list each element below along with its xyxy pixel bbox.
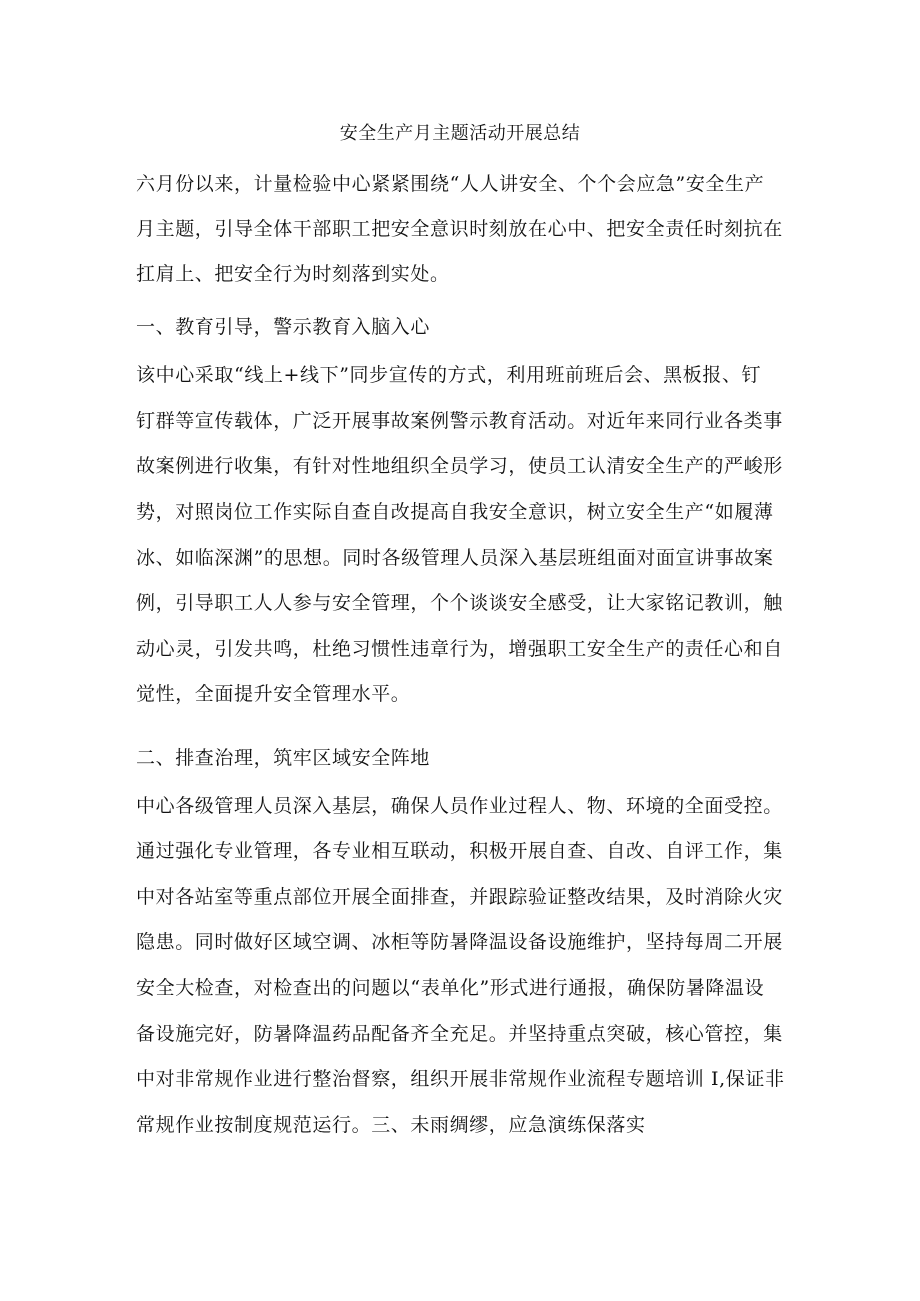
section-heading-2: 二、排查治理，筑牢区域安全阵地	[136, 747, 431, 769]
body-line-6: 钉群等宣传载体，广泛开展事故案例警示教育活动。对近年来同行业各类事	[136, 410, 783, 432]
body-line-2: 月主题，引导全体干部职工把安全意识时刻放在心中、把安全责任时刻抗在	[136, 218, 783, 240]
body-line-14: 中心各级管理人员深入基层，确保人员作业过程人、物、环境的全面受控。	[136, 795, 783, 817]
body-line-21: 常规作业按制度规范运行。三、未雨绸缪，应急演练保落实	[136, 1114, 646, 1136]
body-line-10: 例，引导职工人人参与安全管理，个个谈谈安全感受，让大家铭记教训，触	[136, 592, 783, 614]
body-line-1: 六月份以来，计量检验中心紧紧围绕“人人讲安全、个个会应急”安全生产	[136, 173, 765, 195]
body-line-8: 势，对照岗位工作实际自查自改提高自我安全意识，树立安全生产“如履薄	[136, 501, 774, 523]
body-line-18: 安全大检查，对检查出的问题以“表单化”形式进行通报，确保防暑降温设	[136, 977, 765, 999]
body-line-15: 通过强化专业管理，各专业相互联动，积极开展自查、自改、自评工作，集	[136, 840, 783, 862]
body-line-11: 动心灵，引发共鸣，杜绝习惯性违章行为，增强职工安全生产的责任心和自	[136, 638, 783, 660]
document-title: 安全生产月主题活动开展总结	[339, 123, 581, 144]
body-line-12: 觉性，全面提升安全管理水平。	[136, 683, 411, 705]
body-line-5: 该中心采取“线上+线下”同步宣传的方式，利用班前班后会、黑板报、钉	[136, 364, 762, 386]
body-line-17: 隐患。同时做好区域空调、冰柜等防暑降温设备设施维护，坚持每周二开展	[136, 931, 783, 953]
body-line-9: 冰、如临深渊”的思想。同时各级管理人员深入基层班组面对面宣讲事故案	[136, 547, 774, 569]
section-heading-1: 一、教育引导，警示教育入脑入心	[136, 316, 431, 338]
body-line-7: 故案例进行收集，有针对性地组织全员学习，使员工认清安全生产的严峻形	[136, 455, 783, 477]
body-line-16: 中对各站室等重点部位开展全面排查，并跟踪验证整改结果，及时消除火灾	[136, 886, 783, 908]
body-line-20: 中对非常规作业进行整治督察，组织开展非常规作业流程专题培训 I,保证非	[136, 1068, 785, 1090]
body-line-19: 备设施完好，防暑降温药品配备齐全充足。并坚持重点突破，核心管控，集	[136, 1023, 783, 1045]
body-line-3: 扛肩上、把安全行为时刻落到实处。	[136, 263, 450, 285]
